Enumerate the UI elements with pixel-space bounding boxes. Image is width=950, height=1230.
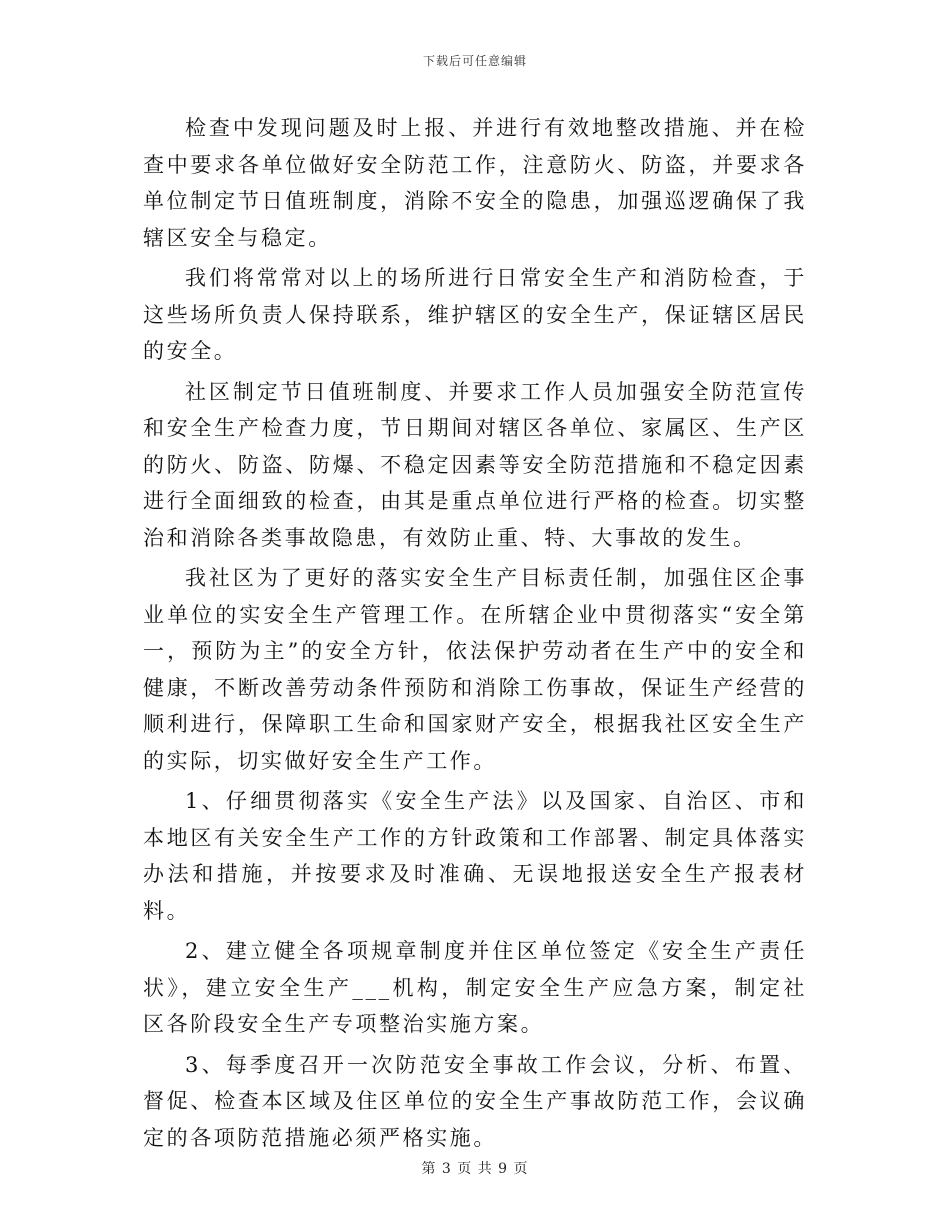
paragraph: 我们将常常对以上的场所进行日常安全生产和消防检查，于这些场所负责人保持联系，维护辖区的安全生产，保证辖区居民的安全。 <box>143 266 807 363</box>
paragraph: 我社区为了更好的落实安全生产目标责任制，加强住区企事业单位的实安全生产管理工作。在所辖企业中贯彻落实“安全第一，预防为主”的安全方针，依法保护劳动者在生产中的安全和健康，不断改善劳动条件预防和消除工伤事故，保证生产经营的顺利进行，保障职工生命和国家财产安全，根据我社区安全生产的实际，切实做好安全生产工作。 <box>143 566 807 773</box>
page-number: 第 3 页 共 9 页 <box>421 1161 529 1177</box>
paragraph: 检查中发现问题及时上报、并进行有效地整改措施、并在检查中要求各单位做好安全防范工作，注意防火、防盗，并要求各单位制定节日值班制度，消除不安全的隐患，加强巡逻确保了我辖区安全与稳定。 <box>143 116 807 250</box>
paragraph: 1、仔细贯彻落实《安全生产法》以及国家、自治区、市和本地区有关安全生产工作的方针政策和工作部署、制定具体落实办法和措施，并按要求及时准确、无误地报送安全生产报表材料。 <box>143 789 807 923</box>
paragraph: 2、建立健全各项规章制度并住区单位签定《安全生产责任状》，建立安全生产___机构，制定安全生产应急方案，制定社区各阶段安全生产专项整治实施方案。 <box>143 939 807 1036</box>
paragraph: 社区制定节日值班制度、并要求工作人员加强安全防范宣传和安全生产检查力度，节日期间对辖区各单位、家属区、生产区的防火、防盗、防爆、不稳定因素等安全防范措施和不稳定因素进行全面细致的检查，由其是重点单位进行严格的检查。切实整治和消除各类事故隐患，有效防止重、特、大事故的发生。 <box>143 379 807 550</box>
page-header-note: 下载后可任意编辑 <box>422 54 527 68</box>
document-body <box>143 110 807 1156</box>
paragraph: 3、每季度召开一次防范安全事故工作会议，分析、布置、督促、检查本区域及住区单位的安全生产事故防范工作，会议确定的各项防范措施必须严格实施。 <box>143 1052 807 1150</box>
